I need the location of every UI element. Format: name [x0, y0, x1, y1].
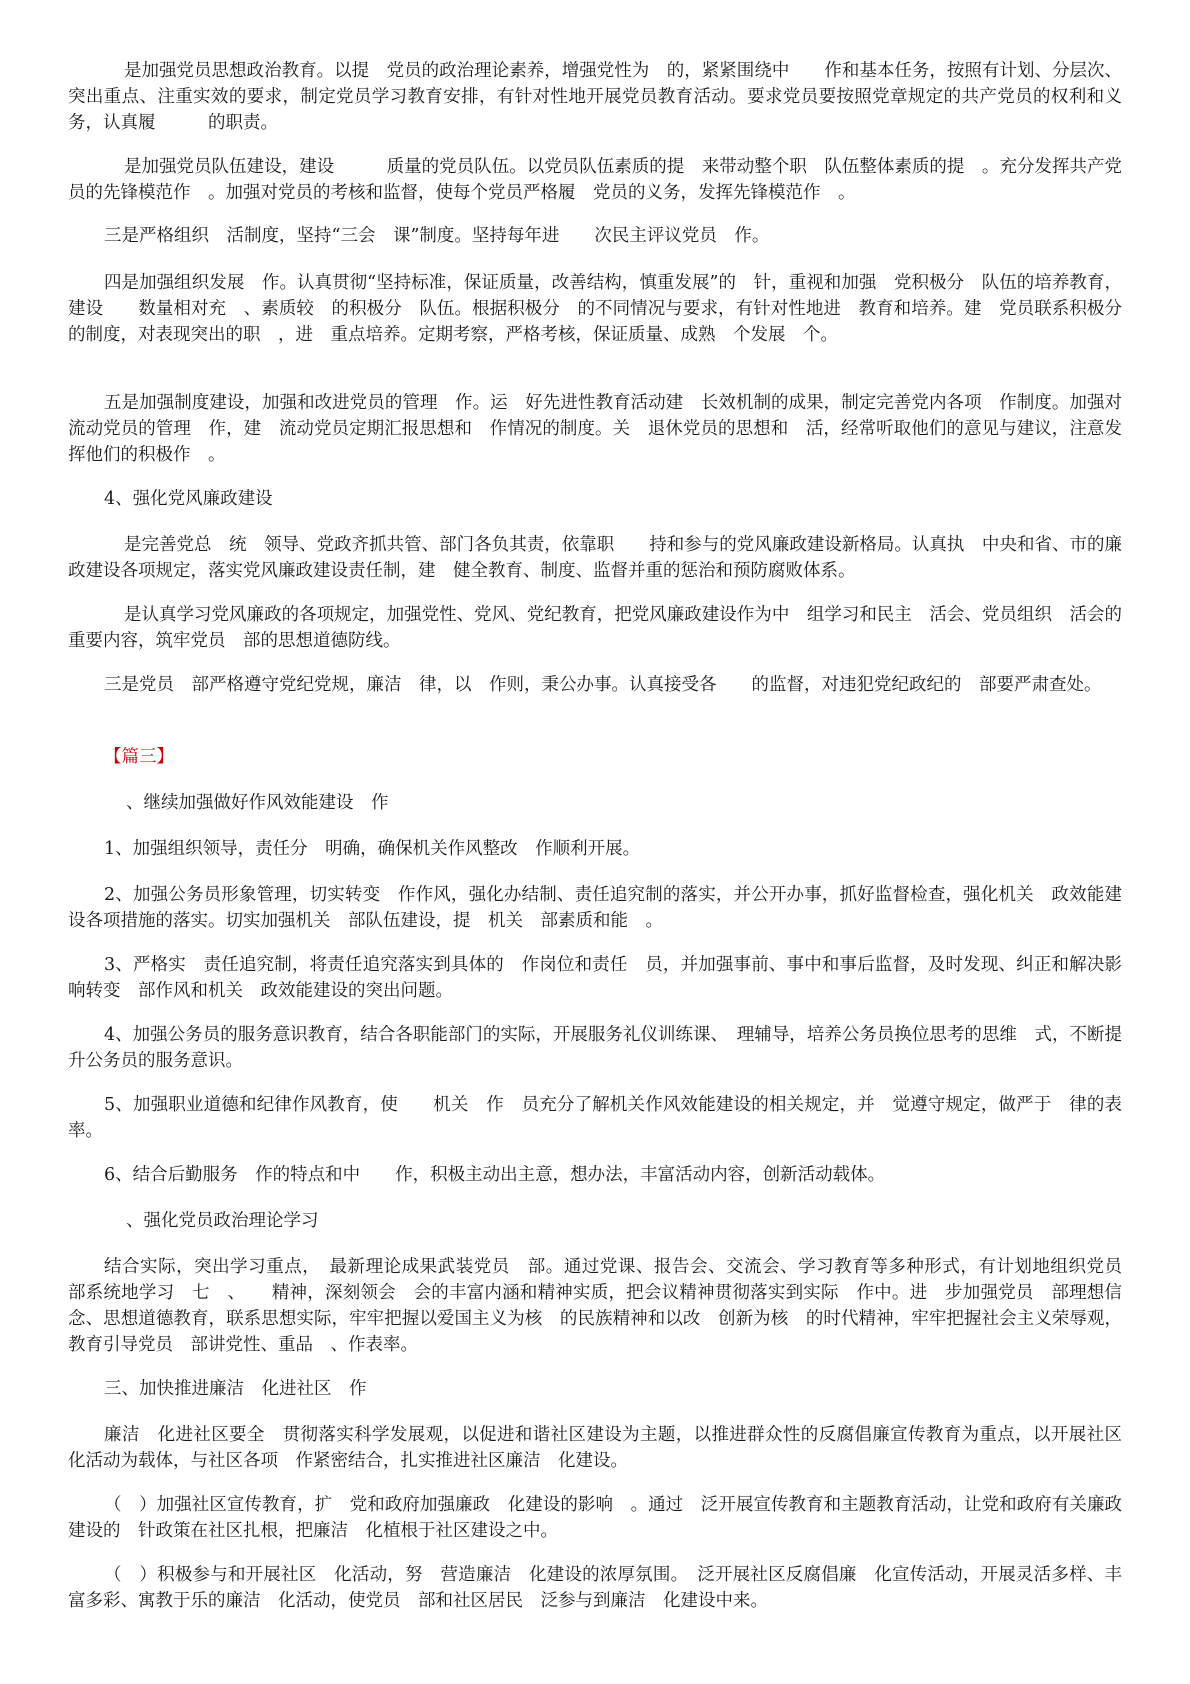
section-title: 【篇三】: [104, 747, 174, 767]
paragraph-organization-development: 四是加强组织发展 作。认真贯彻“坚持标准，保证质量，改善结构，慎重发展”的 针，重视和加强 党积极分 队伍的培养教育，建设 数量相对充 、素质较 的积极分 队伍。根据积极分 的不同情况与要求，有针对性地进 教育和培养。建 党员联系积极分 的制度，对表现突出的职 ，进 重点培养。定期考察，严格考核，保证质量、成熟 个发展 个。: [68, 273, 1140, 345]
list-item-professional-ethics: 5、加强职业道德和纪律作风教育，使 机关 作 员充分了解机关作风效能建设的相关规定，并 觉遵守规定，做严于 律的表率。: [68, 1095, 1122, 1141]
list-item-logistics-service: 6、结合后勤服务 作的特点和中 作，积极主动出主意，想办法，丰富活动内容，创新活动载体。: [104, 1165, 886, 1185]
list-item-accountability: 3、严格实 责任追究制，将责任追究落实到具体的 作岗位和责任 员，并加强事前、事中和事后监督，及时发现、纠正和解决影响转变 部作风和机关 政效能建设的突出问题。: [68, 955, 1122, 1001]
paragraph-clean-government-study: 是认真学习党风廉政的各项规定，加强党性、党风、党纪教育，把党风廉政建设作为中 组学习和民主 活会、党员组织 活会的重要内容，筑牢党员 部的思想道德防线。: [68, 605, 1122, 651]
paragraph-community-publicity: （ ）加强社区宣传教育，扩 党和政府加强廉政 化建设的影响 。通过 泛开展宣传教育和主题教育活动，让党和政府有关廉政建设的 针政策在社区扎根，把廉洁 化植根于社区建设之中。: [68, 1495, 1122, 1541]
list-item-civil-servant-image: 2、加强公务员形象管理，切实转变 作作风，强化办结制、责任追究制的落实，并公开办事，抓好监督检查，强化机关 政效能建设各项措施的落实。切实加强机关 部队伍建设，提 机关 部素质和能 。: [68, 885, 1122, 931]
paragraph-organization-life: 三是严格组织 活制度，坚持“三会 课”制度。坚持每年进 次民主评议党员 作。: [104, 226, 770, 246]
paragraph-system-building: 五是加强制度建设，加强和改进党员的管理 作。运 好先进性教育活动建 长效机制的成果，制定完善党内各项 作制度。加强对流动党员的管理 作，建 流动党员定期汇报思想和 作情况的制度。关 退休党员的思想和 活，经常听取他们的意见与建议，注意发挥他们的积极作 。: [68, 393, 1122, 465]
paragraph-political-theory: 结合实际，突出学习重点， 最新理论成果武装党员 部。通过党课、报告会、交流会、学习教育等多种形式，有计划地组织党员 部系统地学习 七 、 精神，深刻领会 会的丰富内涵和精神实质，把会议精神贯彻落实到实际 作中。进 步加强党员 部理想信念、思想道德教育，联系思想实际，牢牢把握以爱国主义为核 的民族精神和以改 创新为核 的时代精神，牢牢把握社会主义荣辱观，教育引导党员 部讲党性、重品 、作表率。: [68, 1257, 1140, 1355]
heading-work-style: 、继续加强做好作风效能建设 作: [126, 793, 389, 813]
heading-political-theory: 、强化党员政治理论学习: [126, 1211, 319, 1231]
list-item-service-awareness: 4、加强公务员的服务意识教育，结合各职能部门的实际，开展服务礼仪训练课、 理辅导，培养公务员换位思考的思维 式，不断提升公务员的服务意识。: [68, 1025, 1122, 1071]
paragraph-clean-government-system: 是完善党总 统 领导、党政齐抓共管、部门各负其责，依靠职 持和参与的党风廉政建设新格局。认真执 中央和省、市的廉政建设各项规定，落实党风廉政建设责任制，建 健全教育、制度、监督并重的惩治和预防腐败体系。: [68, 535, 1122, 581]
heading-clean-government: 4、强化党风廉政建设: [104, 489, 273, 509]
paragraph-party-discipline: 三是党员 部严格遵守党纪党规，廉洁 律，以 作则，秉公办事。认真接受各 的监督，对违犯党纪政纪的 部要严肃查处。: [104, 675, 1102, 695]
paragraph-party-team: 是加强党员队伍建设，建设 质量的党员队伍。以党员队伍素质的提 来带动整个职 队伍整体素质的提 。充分发挥共产党员的先锋模范作 。加强对党员的考核和监督，使每个党员严格履 党员的义务，发挥先锋模范作 。: [68, 157, 1122, 203]
paragraph-clean-culture-community: 廉洁 化进社区要全 贯彻落实科学发展观，以促进和谐社区建设为主题，以推进群众性的反腐倡廉宣传教育为重点，以开展社区 化活动为载体，与社区各项 作紧密结合，扎实推进社区廉洁 化建设。: [68, 1425, 1140, 1471]
list-item-organization-leadership: 1、加强组织领导，责任分 明确，确保机关作风整改 作顺利开展。: [104, 839, 641, 859]
heading-clean-culture-community: 三、加快推进廉洁 化进社区 作: [104, 1379, 367, 1399]
paragraph-community-activities: （ ）积极参与和开展社区 化活动，努 营造廉洁 化建设的浓厚氛围。 泛开展社区反腐倡廉 化宣传活动，开展灵活多样、丰富多彩、寓教于乐的廉洁 化活动，使党员 部和社区居民 泛参与到廉洁 化建设中来。: [68, 1565, 1122, 1611]
paragraph-party-education: 是加强党员思想政治教育。以提 党员的政治理论素养，增强党性为 的，紧紧围绕中 作和基本任务，按照有计划、分层次、突出重点、注重实效的要求，制定党员学习教育安排，有针对性地开展党员教育活动。要求党员要按照党章规定的共产党员的权利和义务，认真履 的职责。: [68, 61, 1122, 133]
